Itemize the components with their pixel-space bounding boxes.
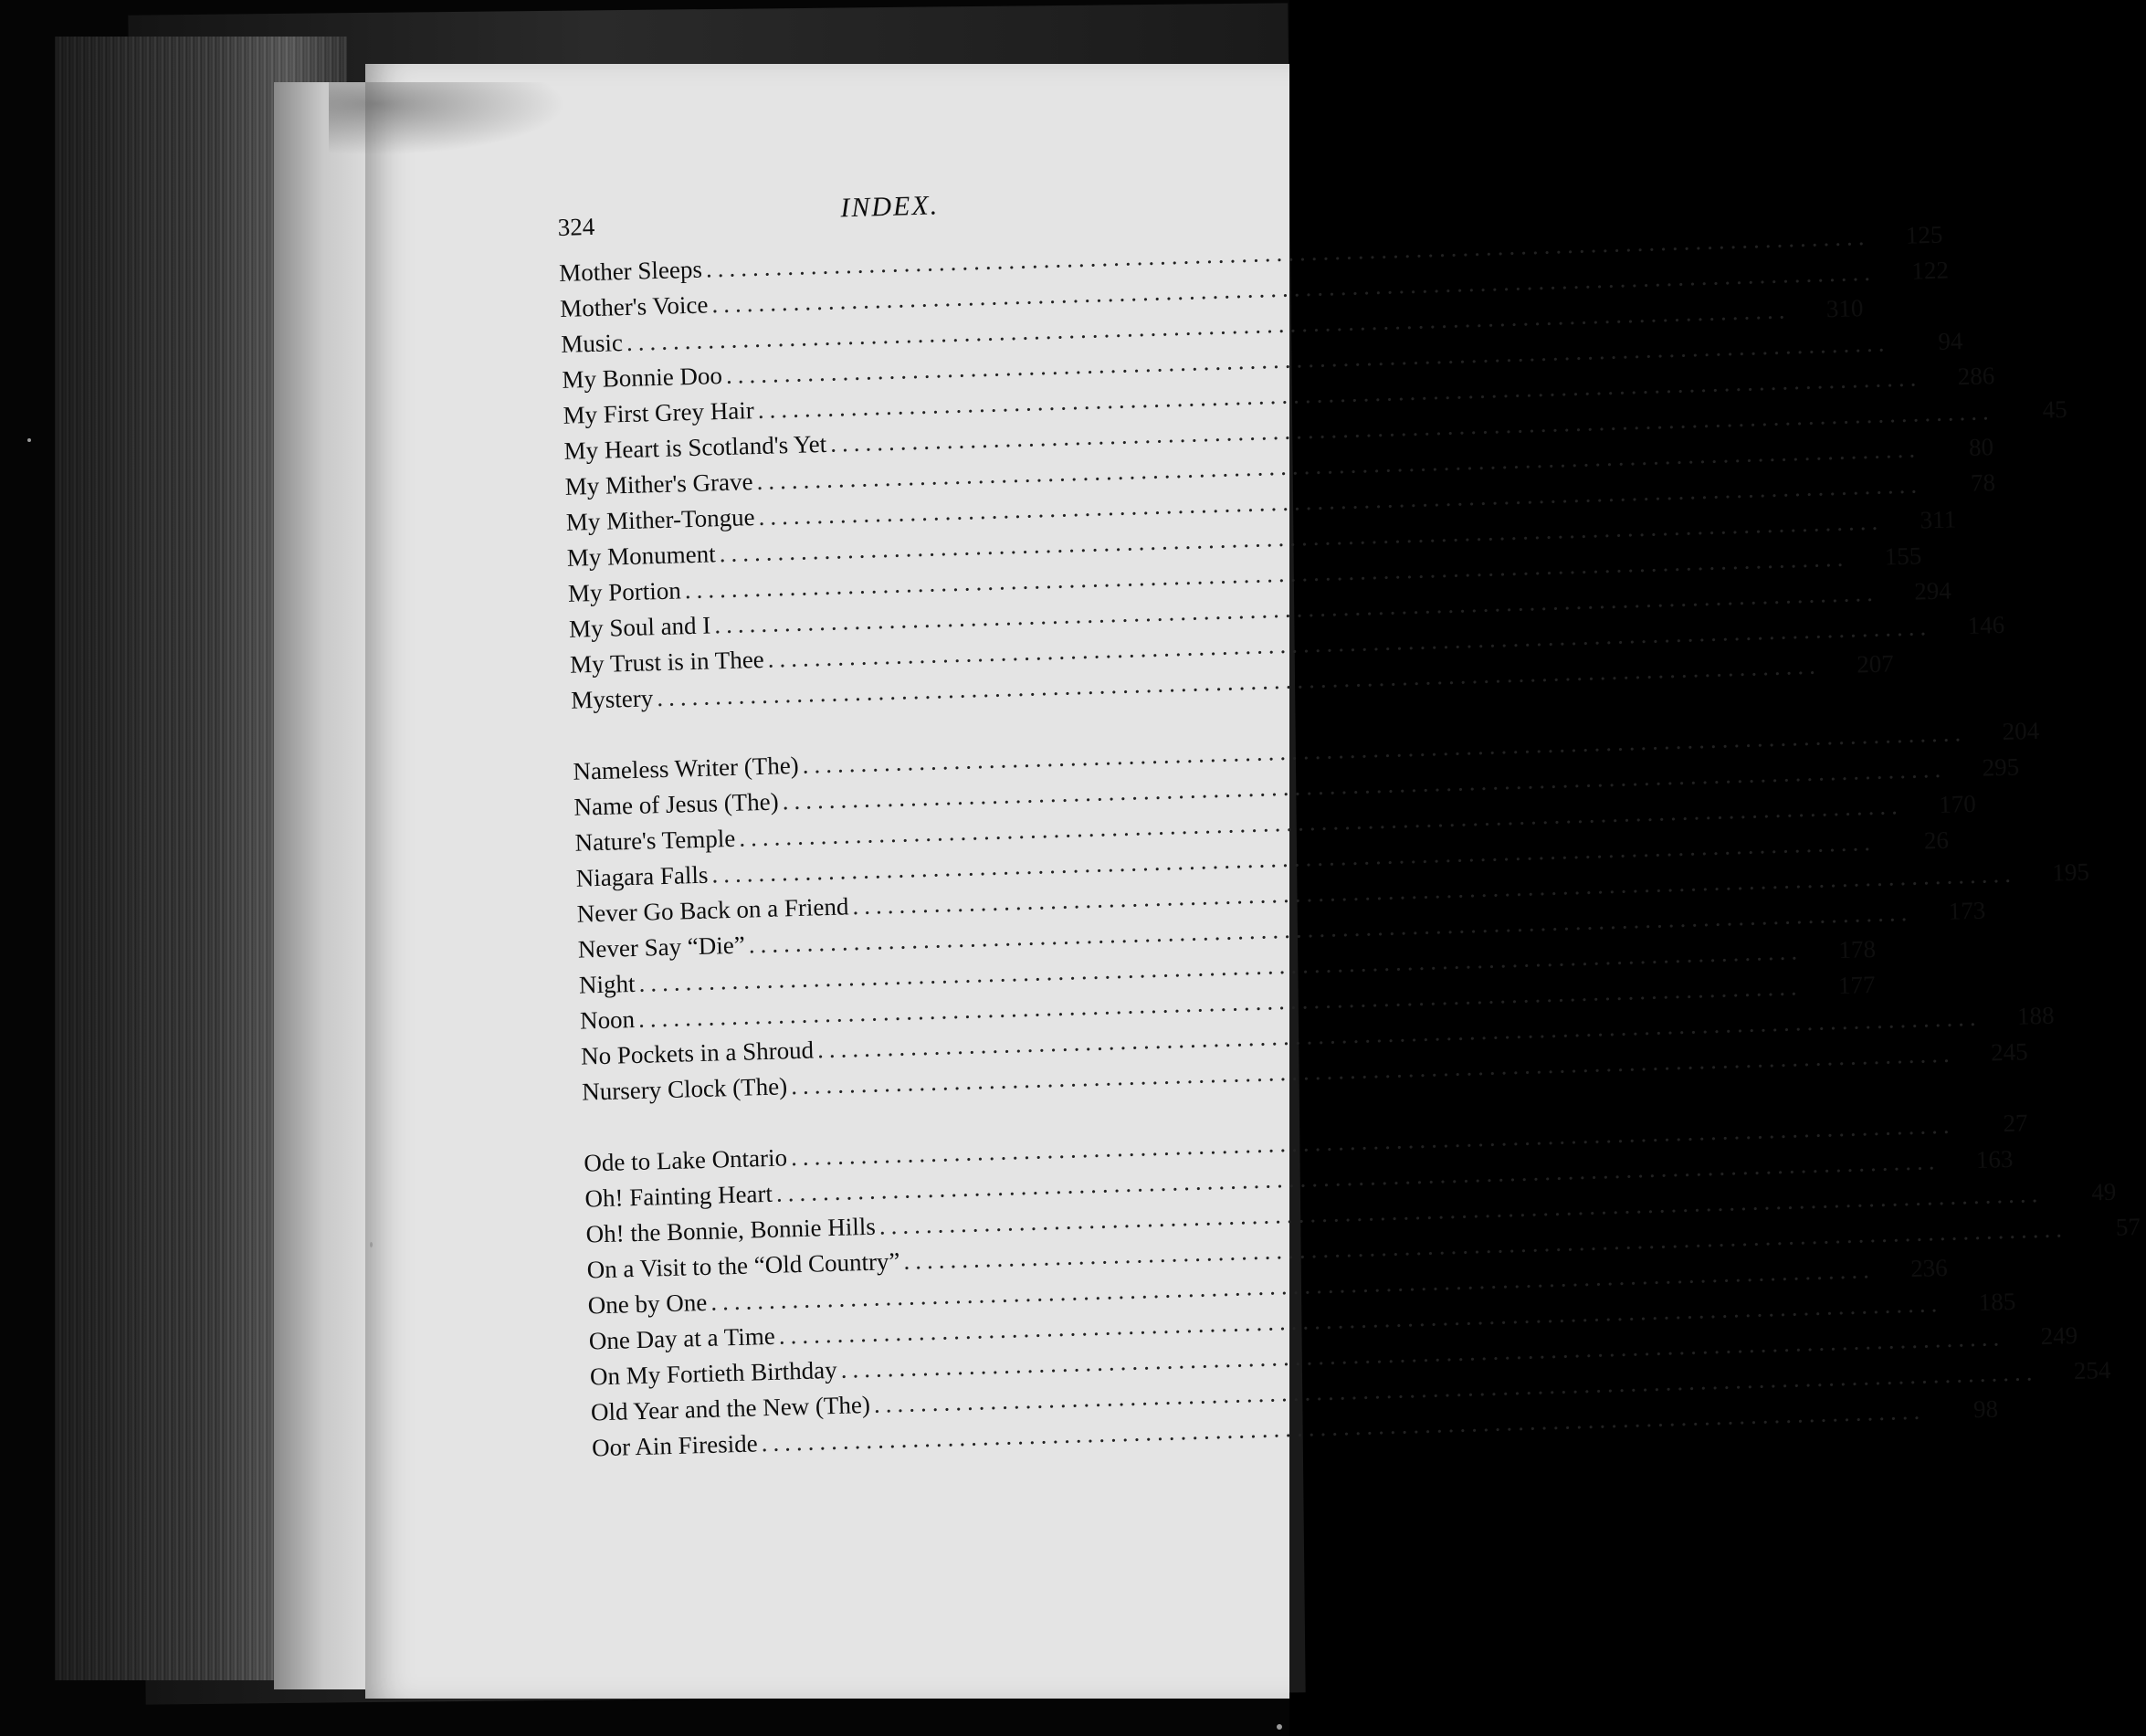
entry-page-number: 78 (1970, 468, 1996, 497)
entry-page-number: 125 (1905, 220, 1943, 249)
entry-title: Noon (579, 1005, 636, 1035)
entry-page-number: 254 (2073, 1356, 2111, 1385)
entry-page-number: 122 (1910, 256, 1950, 285)
entry-title: Old Year and the New (The) (590, 1390, 871, 1426)
entry-page-number: 310 (1825, 294, 1864, 323)
entry-page-number: 173 (1948, 896, 1986, 925)
entry-title: Ode to Lake Ontario (584, 1143, 788, 1177)
entry-title: One Day at a Time (588, 1321, 776, 1355)
entry-page-number: 80 (1968, 433, 1994, 461)
entry-page-number: 163 (1975, 1144, 2014, 1174)
entry-title: My Soul and I (568, 611, 711, 643)
entry-page-number: 146 (1967, 610, 2005, 640)
entry-page-number: 27 (2003, 1109, 2028, 1138)
entry-title: Oh! Fainting Heart (584, 1179, 773, 1213)
entry-title: Mother's Voice (559, 290, 709, 322)
entry-title: My Portion (567, 576, 682, 607)
entry-page-number: 204 (2002, 716, 2040, 746)
entry-page-number: 245 (1990, 1037, 2028, 1067)
entry-page-number: 286 (1957, 362, 1995, 391)
entry-page-number: 98 (1972, 1394, 1999, 1424)
entry-title: My Bonnie Doo (562, 362, 723, 394)
entry-title: Never Go Back on a Friend (576, 892, 849, 928)
entry-title: Night (578, 969, 636, 999)
entry-title: Niagara Falls (575, 860, 709, 892)
entry-page-number: 57 (2115, 1213, 2141, 1241)
running-title: INDEX. (839, 190, 940, 224)
entry-page-number: 195 (2051, 857, 2090, 887)
entry-title: My Heart is Scotland's Yet (563, 429, 827, 465)
entry-page-number: 45 (2042, 395, 2068, 424)
index-section (584, 1109, 2141, 1467)
entry-page-number: 26 (1923, 826, 1950, 855)
dust-speck (1277, 1724, 1282, 1730)
entry-title: My Trust is in Thee (569, 645, 765, 679)
entry-page-number: 295 (1982, 752, 2020, 782)
entry-title: My Mither-Tongue (565, 503, 755, 536)
entry-title: On a Visit to the “Old Country” (586, 1247, 900, 1284)
entry-title: Nursery Clock (The) (581, 1072, 788, 1106)
entry-title: Mystery (570, 684, 654, 714)
entry-page-number: 94 (1937, 327, 1963, 355)
page-number: 324 (557, 212, 595, 241)
entry-title: Nameless Writer (The) (573, 751, 800, 785)
entry-title: No Pockets in a Shroud (580, 1036, 815, 1070)
entry-title: My Monument (566, 540, 717, 572)
entry-page-number: 155 (1884, 542, 1922, 571)
entry-title: Mother Sleeps (558, 255, 703, 287)
entry-title: On My Fortieth Birthday (589, 1355, 838, 1391)
entry-page-number: 188 (2016, 1001, 2055, 1030)
entry-page-number: 170 (1938, 789, 1977, 819)
entry-page-number: 185 (1978, 1287, 2016, 1316)
entry-page-number: 311 (1920, 505, 1957, 534)
entry-title: Nature's Temple (574, 824, 736, 857)
entry-page-number: 207 (1856, 649, 1895, 679)
index-text-block (557, 181, 2141, 1467)
entry-title: Oh! the Bonnie, Bonnie Hills (585, 1212, 877, 1248)
dust-speck (27, 438, 31, 442)
entry-page-number: 49 (2090, 1177, 2117, 1206)
entry-page-number: 236 (1909, 1253, 1949, 1283)
entry-page-number: 178 (1838, 935, 1877, 964)
entry-title: My First Grey Hair (563, 396, 755, 429)
entry-title: Name of Jesus (The) (573, 787, 780, 821)
entry-title: Oor Ain Fireside (591, 1429, 758, 1462)
entry-page-number: 177 (1837, 971, 1876, 1000)
entry-title: My Mither's Grave (564, 468, 753, 500)
index-section (573, 716, 2090, 1110)
entry-page-number: 294 (1913, 576, 1952, 605)
entry-title: One by One (587, 1288, 708, 1320)
entry-page-number: 249 (2040, 1320, 2078, 1351)
entry-title: Never Say “Die” (577, 931, 746, 963)
dust-speck (370, 1242, 373, 1247)
entry-title: Music (560, 329, 624, 358)
page-stain (329, 82, 566, 155)
